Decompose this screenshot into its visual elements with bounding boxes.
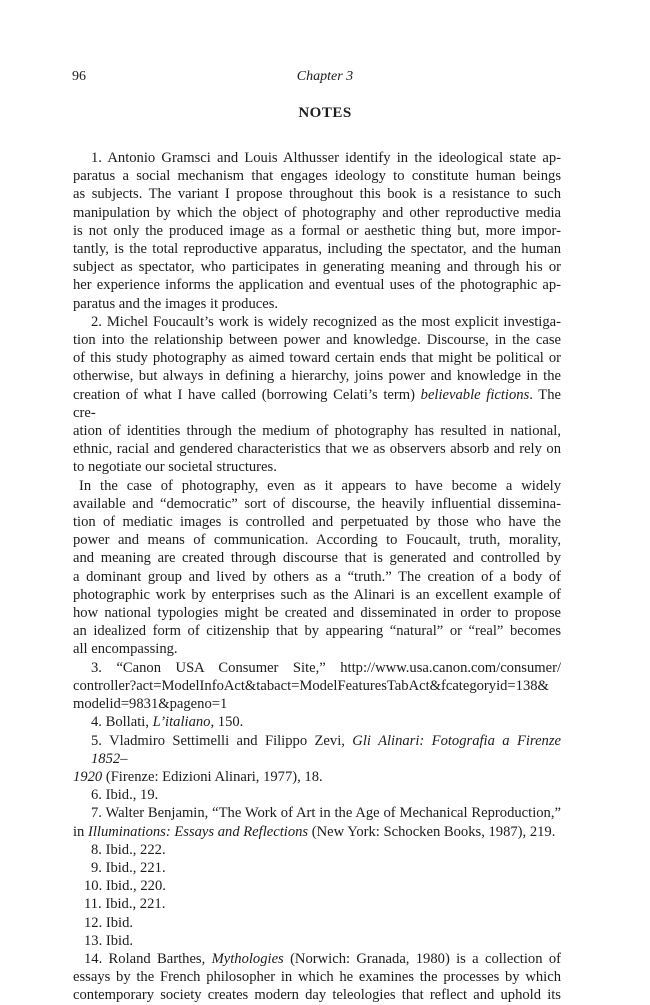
note-11: 11. Ibid., 221. <box>84 896 166 913</box>
note-1-line: 1. Antonio Gramsci and Louis Althusser identify in the ideological state ap- <box>91 150 561 166</box>
note-2-line: otherwise, but always in defining a hierarchy, joins power and knowledge in the <box>73 368 561 385</box>
note-2-paragraph-line: all encompassing. <box>73 641 178 658</box>
note-9: 9. Ibid., 221. <box>91 859 166 876</box>
note-14-line: contemporary society creates modern day teleologies that reflect and uphold its <box>73 987 561 1004</box>
note-2-paragraph-line: tion of mediatic images is controlled and perpetuated by those who have the <box>73 514 561 531</box>
note-14-line: essays by the French philosopher in which he examines the processes by which <box>73 969 561 986</box>
note-4: 4. Bollati, L’italiano, 150. <box>91 714 244 731</box>
note-2-paragraph-line: an idealized form of citizenship that by appearing “natural” or “real” becomes <box>73 623 561 640</box>
note-1-line: subject as spectator, who participates in generating meaning and through his or <box>73 259 561 276</box>
note-3-url-line: modelid=9831&pageno=1 <box>73 696 228 713</box>
note-2-paragraph-line: In the case of photography, even as it appears to have become a widely <box>79 477 561 494</box>
running-head: Chapter 3 <box>296 69 354 84</box>
note-1-line: manipulation by which the object of photography and other reproductive media <box>73 204 561 221</box>
note-2-line: tion into the relationship between power and knowledge. Discourse, in the case <box>73 332 561 349</box>
note-1-line: paratus and the images it produces. <box>73 295 279 312</box>
note-7-line: 7. Walter Benjamin, “The Work of Art in the Age of Mechanical Reproduction,” <box>91 805 561 822</box>
note-10: 10. Ibid., 220. <box>84 878 166 895</box>
note-14-line: 14. Roland Barthes, Mythologies (Norwich: Granada, 1980) is a collection of <box>84 950 561 967</box>
note-2-paragraph-line: a dominant group and lived by others as a “truth.” The creation of a body of <box>73 568 561 585</box>
note-13: 13. Ibid. <box>84 932 134 949</box>
section-title: NOTES <box>298 105 352 121</box>
note-1-line: tantly, is the total reproductive apparatus, including the spectator, and the human <box>73 241 561 258</box>
note-2-line: to negotiate our societal structures. <box>73 459 277 476</box>
note-2-line: ethnic, racial and gendered characteristics that we as observers absorb and rely on <box>73 441 561 458</box>
note-1-line: as subjects. The variant I propose throughout this book is a resistance to such <box>73 186 561 203</box>
note-7-line: in Illuminations: Essays and Reflections (New York: Schocken Books, 1987), 219. <box>73 823 556 840</box>
note-2-paragraph-line: how national typologies might be created and disseminated in order to propose <box>73 605 561 622</box>
note-2-line: 2. Michel Foucault’s work is widely recognized as the most explicit investiga- <box>91 313 561 330</box>
notes-body <box>73 149 561 1005</box>
note-8: 8. Ibid., 222. <box>91 841 166 858</box>
note-2-paragraph-line: available and “democratic” sort of discourse, the heavily influential dissemina- <box>73 495 561 512</box>
note-2-paragraph-line: and meaning are created through discourse that is generated and controlled by <box>73 550 561 567</box>
note-12: 12. Ibid. <box>84 914 134 931</box>
note-2-paragraph-line: photographic work by enterprises such as the Alinari is an excellent example of <box>73 586 561 603</box>
note-3-line: 3. “Canon USA Consumer Site,” http://www.usa.canon.com/consumer/ <box>91 659 561 676</box>
note-2-line: creation of what I have called (borrowing Celati’s term) believable fictions. The cre- <box>73 386 561 421</box>
note-1-line: her experience informs the application and eventual uses of the photographic ap- <box>73 277 561 294</box>
note-5-line: 1920 (Firenze: Edizioni Alinari, 1977), 18. <box>73 768 323 785</box>
note-2-paragraph-line: power and means of communication. According to Foucault, truth, morality, <box>73 532 561 549</box>
page-number: 96 <box>72 69 86 84</box>
note-3-url-line: controller?act=ModelInfoAct&tabact=ModelFeaturesTabAct&fcategoryid=138& <box>73 677 549 694</box>
note-1-line: is not only the produced image as a formal or aesthetic thing but, more impor- <box>73 222 561 239</box>
note-5-line: 5. Vladmiro Settimelli and Filippo Zevi, Gli Alinari: Fotografia a Firenze 1852– <box>91 732 561 767</box>
note-2-line: of this study photography as aimed toward certain ends that might be political or <box>73 350 561 367</box>
note-6: 6. Ibid., 19. <box>91 787 159 804</box>
note-2-line: ation of identities through the medium of photography has resulted in national, <box>73 423 561 440</box>
note-1-line: paratus a social mechanism that engages ideology to constitute human beings <box>73 168 561 185</box>
